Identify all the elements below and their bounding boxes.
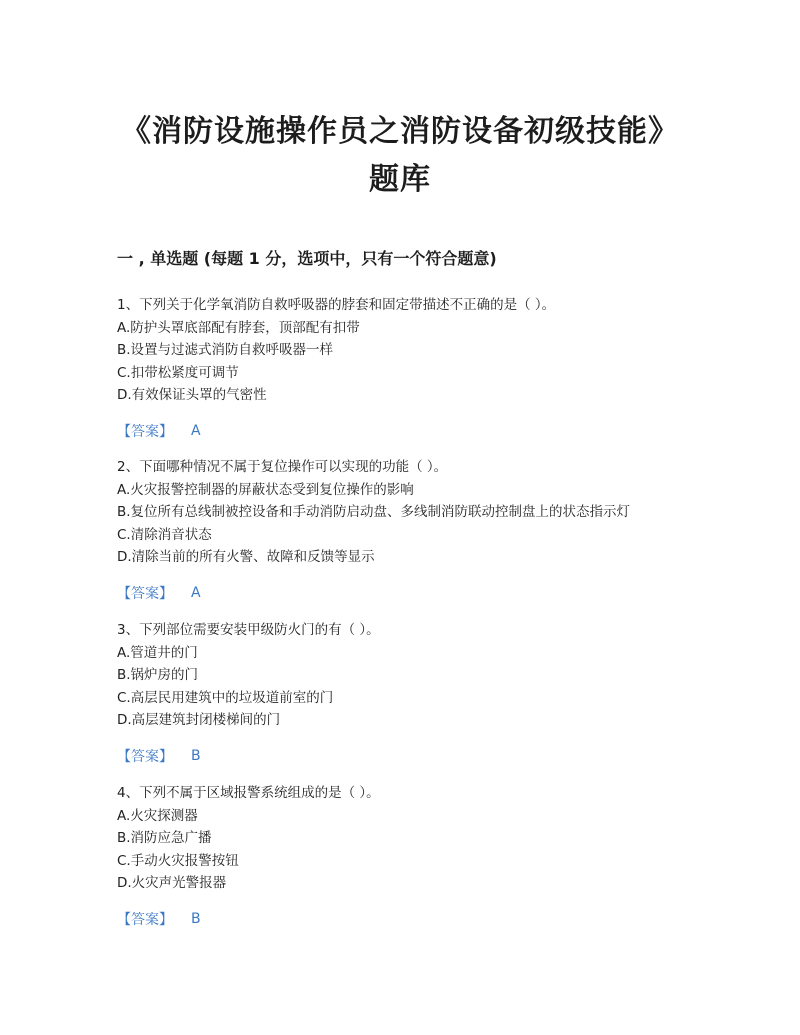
option-a: A.防护头罩底部配有脖套，顶部配有扣带 [117, 319, 360, 336]
section-heading: 一 , 单选题 (每题 1 分，选项中，只有一个符合题意) [117, 249, 497, 268]
option-c: C.清除消音状态 [117, 526, 212, 543]
document-title: 《消防设施操作员之消防设备初级技能》题库 [121, 114, 679, 197]
question-stem: 3、下列部位需要安装甲级防火门的有（ ）。 [117, 622, 380, 638]
answer-line [117, 421, 737, 441]
option-b: B.复位所有总线制被控设备和手动消防启动盘、多线制消防联动控制盘上的状态指示灯 [117, 504, 631, 520]
option-b: B.消防应急广播 [117, 830, 212, 846]
option-b: B.锅炉房的门 [117, 667, 199, 683]
answer-label: 【答案】 [117, 423, 173, 440]
answer-line [117, 909, 737, 929]
question-3 [117, 619, 737, 766]
option-d: D.清除当前的所有火警、故障和反馈等显示 [117, 549, 375, 565]
answer-label: 【答案】 [117, 585, 173, 602]
answer-line [117, 583, 737, 603]
answer-line [117, 746, 737, 766]
question-stem: 4、下列不属于区域报警系统组成的是（ ）。 [117, 785, 380, 801]
question-2 [117, 456, 737, 603]
option-a: A.火灾探测器 [117, 807, 198, 824]
question-stem: 2、下面哪种情况不属于复位操作可以实现的功能（ ）。 [117, 459, 448, 475]
answer-value: A [191, 584, 201, 601]
option-a: A.管道井的门 [117, 644, 198, 661]
question-stem: 1、下列关于化学氧消防自救呼吸器的脖套和固定带描述不正确的是（ ）。 [117, 297, 556, 313]
answer-value: B [191, 747, 201, 764]
answer-label: 【答案】 [117, 911, 173, 928]
question-1 [117, 294, 737, 441]
option-c: C.手动火灾报警按钮 [117, 852, 239, 869]
option-d: D.高层建筑封闭楼梯间的门 [117, 712, 281, 728]
option-c: C.高层民用建筑中的垃圾道前室的门 [117, 689, 334, 706]
option-b: B.设置与过滤式消防自救呼吸器一样 [117, 342, 334, 358]
answer-value: B [191, 910, 201, 927]
option-d: D.火灾声光警报器 [117, 875, 227, 891]
option-a: A.火灾报警控制器的屏蔽状态受到复位操作的影响 [117, 481, 414, 498]
option-d: D.有效保证头罩的气密性 [117, 387, 267, 403]
answer-value: A [191, 422, 201, 439]
answer-label: 【答案】 [117, 748, 173, 765]
option-c: C.扣带松紧度可调节 [117, 364, 239, 381]
question-4 [117, 782, 737, 929]
